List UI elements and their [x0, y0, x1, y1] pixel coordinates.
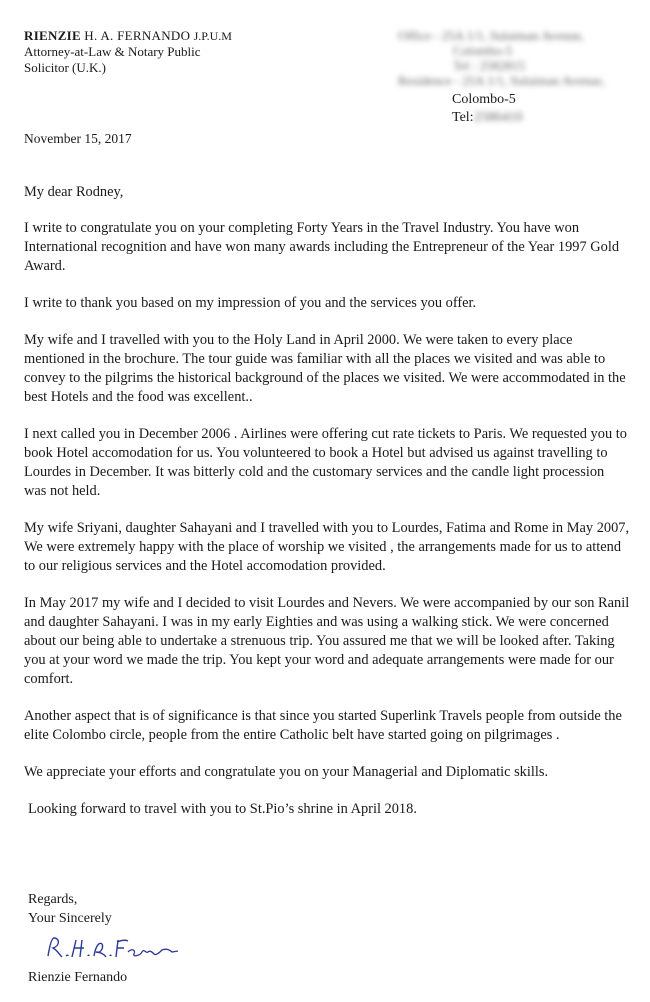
paragraph: Another aspect that is of significance is that since you started Superlink Travels people from outside the elite Colombo circle, people from the entire Catholic belt have started going on pilgrimages . — [24, 708, 622, 743]
paragraph: I write to congratulate you on your completing Forty Years in the Travel Industry. You have won International recognition and have won many awards including the Entrepreneur of the Year 1997 Gold Award. — [24, 220, 620, 274]
author-honours: J.P.U.M — [193, 29, 232, 43]
salutation: My dear Rodney, — [24, 184, 124, 200]
signer-name: Rienzie Fernando — [28, 970, 128, 985]
paragraph: We appreciate your efforts and congratulate you on your Managerial and Diplomatic skills. — [24, 764, 549, 780]
tel-label: Tel: — [452, 110, 474, 125]
author-name — [24, 28, 232, 44]
author-initials: H. A. FERNANDO — [84, 28, 191, 43]
tel-number: 2586410 — [473, 110, 523, 125]
signature-text: R.H.A.Fernando — [44, 930, 51, 931]
letter-body — [24, 183, 630, 837]
office-tel: Tel : 2582815 — [453, 58, 526, 73]
paragraph: I next called you in December 2006 . Airlines were offering cut rate tickets to Paris. We requested you to book Hotel accomodation for us. You volunteered to book a Hotel but advised us against travelling to Lourdes in December. It was bitterly cold and the customary services and the candle light procession was not held. — [24, 426, 627, 499]
office-address: Office - 25A 1/1, Sulaiman Avenue, — [398, 28, 585, 43]
residence-tel — [452, 110, 523, 126]
author-title-attorney: Attorney-at-Law & Notary Public — [24, 44, 201, 59]
regards-line: Regards, — [28, 892, 78, 907]
residence-city: Colombo-5 — [452, 92, 516, 107]
paragraph: I write to thank you based on my impression of you and the services you offer. — [24, 295, 477, 311]
office-city: Colombo-5 — [453, 43, 513, 58]
paragraph: In May 2017 my wife and I decided to visit Lourdes and Nevers. We were accompanied by our son Ranil and daughter Sahayani. I was in my early Eighties and was using a walking stick. We were concerned about our being able to undertake a strenuous trip. You assured me that we will be looked after. Taking you at your word we made the trip. You kept your word and adequate arrangements were made for our comfort. — [24, 595, 630, 687]
residence-address: Residence - 25A 1/1, Sulaiman Avenue, — [398, 73, 605, 88]
address-block — [398, 28, 638, 88]
handwritten-signature — [44, 930, 184, 966]
paragraph: My wife and I travelled with you to the Holy Land in April 2000. We were taken to every place mentioned in the brochure. The tour guide was familiar with all the places we visited and was able to convey to the pilgrims the historical background of the places we visited. We were accommodated in the best Hotels and the food was excellent.. — [24, 332, 626, 405]
letterhead — [24, 28, 232, 76]
letter-date: November 15, 2017 — [24, 131, 132, 146]
author-title-solicitor: Solicitor (U.K.) — [24, 60, 106, 75]
closing-block — [28, 890, 112, 928]
author-surname: RIENZIE — [24, 28, 82, 43]
sign-off-line: Your Sincerely — [28, 911, 112, 926]
paragraph: My wife Sriyani, daughter Sahayani and I travelled with you to Lourdes, Fatima and Rome in May 2007, We were extremely happy with the place of worship we visited , the arrangements made for us to attend to our religious services and the Hotel accomodation provided. — [24, 520, 630, 574]
paragraph: Looking forward to travel with you to St.Pio’s shrine in April 2018. — [28, 801, 417, 817]
